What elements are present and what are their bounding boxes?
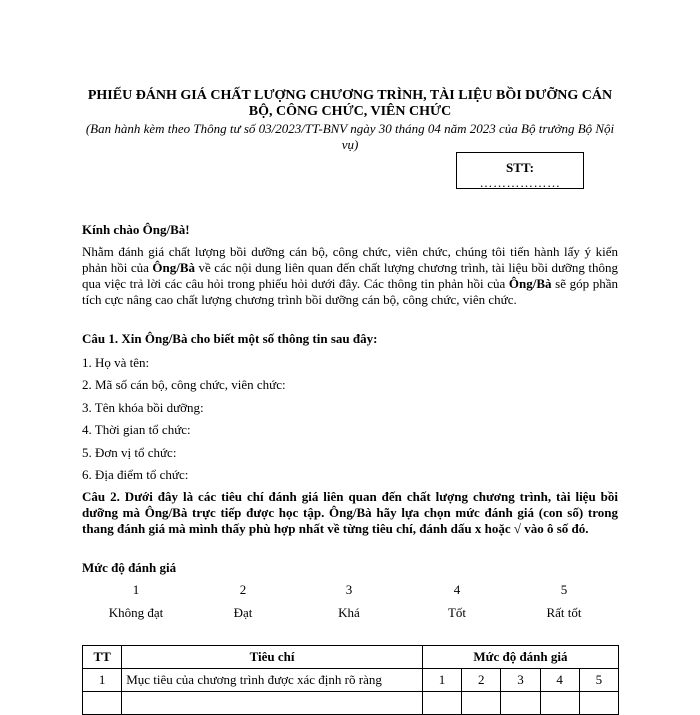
intro-text-1: Nhằm đánh giá chất lượng bồi dưỡng cán bộ, công chức, viên chức, chúng tôi tiến hành lấy ý kiến phản hồi của: [82, 244, 618, 275]
table-row: [83, 692, 619, 715]
intro-bold-2: Ông/Bà: [508, 276, 552, 291]
rating-cell-2[interactable]: 2: [462, 669, 501, 692]
scale-label-5: Rất tốt: [546, 605, 582, 620]
rating-cell-empty[interactable]: [422, 692, 461, 715]
field-course-name: 3. Tên khóa bồi dưỡng:: [82, 400, 204, 415]
scale-num-2: 2: [239, 582, 247, 597]
scale-num-4: 4: [453, 582, 461, 597]
rating-cell-3[interactable]: 3: [501, 669, 540, 692]
row-criterion: Mục tiêu của chương trình được xác định rõ ràng: [122, 669, 423, 692]
greeting: Kính chào Ông/Bà!: [82, 222, 190, 237]
field-location: 6. Địa điểm tổ chức:: [82, 467, 189, 482]
scale-label-1: Không đạt: [108, 605, 164, 620]
rating-cell-1[interactable]: 1: [422, 669, 461, 692]
question-1: Câu 1. Xin Ông/Bà cho biết một số thông tin sau đây:: [82, 331, 378, 346]
header-tt: TT: [83, 646, 122, 669]
rating-cell-5[interactable]: 5: [579, 669, 618, 692]
scale-title: Mức độ đánh giá: [82, 560, 177, 575]
rating-cell-empty[interactable]: [501, 692, 540, 715]
field-organizer: 5. Đơn vị tổ chức:: [82, 445, 177, 460]
scale-label-3: Khá: [338, 605, 360, 620]
question-2: Câu 2. Dưới đây là các tiêu chí đánh giá liên quan đến chất lượng chương trình, tài liệu bồi dưỡng mà Ông/Bà trực tiếp được học tập. Ông/Bà hãy lựa chọn mức đánh giá (con số) trong thang đánh giá mà mình thấy phù hợp nhất về từng tiêu chí, đánh dấu x hoặc √ vào ô số đó.: [82, 489, 618, 536]
field-full-name: 1. Họ và tên:: [82, 355, 150, 370]
table-header-row: [83, 646, 619, 669]
rating-cell-empty[interactable]: [462, 692, 501, 715]
row-criterion-empty: [122, 692, 423, 715]
row-tt: 1: [83, 669, 122, 692]
scale-num-1: 1: [132, 582, 140, 597]
header-level: Mức độ đánh giá: [422, 646, 618, 669]
rating-cell-empty[interactable]: [540, 692, 579, 715]
scale-label-2: Đạt: [233, 605, 253, 620]
field-time: 4. Thời gian tổ chức:: [82, 422, 191, 437]
scale-num-5: 5: [560, 582, 568, 597]
intro-bold-1: Ông/Bà: [152, 260, 196, 275]
rating-cell-4[interactable]: 4: [540, 669, 579, 692]
intro-text-2: về các nội dung liên quan đến chất lượng chương trình, tài liệu bồi dưỡng thông qua việc trả lời các câu hỏi trong phiếu hỏi dưới đây. Các thông tin phản hồi của: [82, 260, 619, 291]
document-title: PHIẾU ĐÁNH GIÁ CHẤT LƯỢNG CHƯƠNG TRÌNH, TÀI LIỆU BỒI DƯỠNG CÁN BỘ, CÔNG CHỨC, VIÊN CHỨC: [87, 88, 613, 119]
document-subtitle: (Ban hành kèm theo Thông tư số 03/2023/TT-BNV ngày 30 tháng 04 năm 2023 của Bộ trưởng Bộ Nội vụ): [85, 121, 615, 152]
scale-num-3: 3: [345, 582, 353, 597]
stt-label: STT:: [506, 160, 534, 175]
stt-box: [456, 152, 584, 189]
intro-text-3: sẽ góp phần tích cực nâng cao chất lượng chương trình bồi dưỡng cán bộ, công chức, viên chức.: [82, 276, 618, 307]
field-staff-code: 2. Mã số cán bộ, công chức, viên chức:: [82, 377, 286, 392]
row-tt-empty: [83, 692, 122, 715]
criteria-table: [82, 645, 619, 715]
table-row: [83, 669, 619, 692]
intro-paragraph: [82, 244, 618, 308]
stt-value: ………………: [479, 175, 561, 190]
scale-label-4: Tốt: [447, 605, 467, 620]
header-criterion: Tiêu chí: [122, 646, 423, 669]
rating-cell-empty[interactable]: [579, 692, 618, 715]
